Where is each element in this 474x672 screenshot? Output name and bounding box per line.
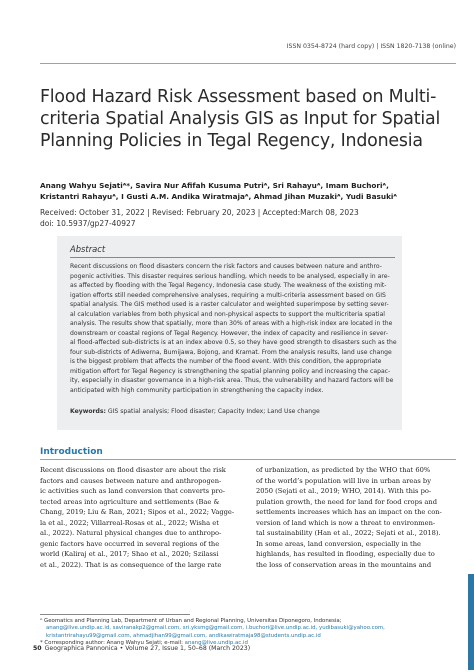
- keywords-label: Keywords:: [70, 408, 106, 415]
- body-line: al., 2022). Natural physical changes due to anthropo-: [40, 529, 222, 537]
- body-line: tected areas into agriculture and settlements (Bae &: [40, 497, 220, 506]
- abstract-line: igation efforts still needed comprehensive analyses, requiring a multi-criteria assessment based on GIS: [70, 291, 386, 299]
- authors-line: Anang Wahyu Sejatiᴬ*, Savira Nur Afifah Kusuma Putriᴬ, Sri Rahayuᴬ, Imam Buchoriᴬ,: [40, 181, 389, 190]
- title-line: Flood Hazard Risk Assessment based on Multi-: [40, 87, 437, 107]
- abstract-line: anticipated with high community participation in strengthening the capacity index.: [70, 386, 324, 394]
- abstract-line: downstream or coastal regions of Tegal Regency. However, the index of capacity and resilience in sever-: [70, 329, 388, 337]
- footnote-affiliation: ᴬ Geomatics and Planning Lab, Department of Urban and Regional Planning, Universitas Diponegoro, Indonesia;: [40, 618, 342, 624]
- footnote-emails[interactable]: anang@live.undip.ac.id, saviranakp2@gmail.com, sri.yksmg@gmail.com, i.buchori@live.undip.ac.id, yudibasuki@yahoo.com,: [46, 625, 385, 632]
- body-line: la et al., 2022; Villarreal-Rosas et al., 2022; Wisha et: [40, 518, 219, 527]
- keywords: [70, 408, 320, 415]
- body-column-right: [256, 465, 461, 570]
- footnotes: [40, 618, 385, 648]
- abstract-line: al flood-affected sub-districts is at an index above 0.5, so they have good strength to disasters such as the: [70, 339, 397, 346]
- footnote-divider: [40, 614, 190, 615]
- dates-line: Received: October 31, 2022 | Revised: February 20, 2023 | Accepted:March 08, 2023: [40, 208, 359, 217]
- body-line: settlements increases which has an impact on the con-: [256, 508, 442, 516]
- page-number: 50: [33, 645, 42, 652]
- body-line: of urbanization, as predicted by the WHO that 60%: [256, 466, 431, 474]
- body-line: the loss of conservation areas in the mountains and: [256, 560, 432, 569]
- abstract-body: [70, 262, 405, 395]
- abstract-line: mitigation effort for Tegal Regency is strengthening the spatial planning policy and increasing the capac-: [70, 367, 391, 375]
- abstract-line: analysis. The results show that spatially, more than 30% of areas with a high-risk index are located in the: [70, 320, 393, 327]
- authors-line: Kristantri Rahayuᴬ, I Gusti A.M. Andika Wiratmajaᴬ, Ahmad Jihan Muzakiᴬ, Yudi Basukiᴬ: [40, 192, 397, 201]
- body-column-left: [40, 465, 245, 570]
- journal-accent-bar: [468, 574, 474, 670]
- abstract-line: as affected by flooding with the Tegal Regency, Indonesia case study. The weakness of the existing mit-: [70, 282, 387, 289]
- doi[interactable]: doi: 10.5937/gp27-40927: [40, 219, 136, 228]
- issn-line: ISSN 0354-8724 (hard copy) | ISSN 1820-7138 (online): [286, 43, 456, 50]
- title-line: Planning Policies in Tegal Regency, Indonesia: [40, 131, 423, 151]
- abstract-line: is the biggest problem that affects the number of the flood event. With this condition, the appropriate: [70, 358, 382, 365]
- body-line: Chang, 2019; Liu & Ran, 2021; Sipos et al., 2022; Vagge-: [40, 508, 235, 516]
- keywords-text: GIS spatial analysis; Flood disaster; Capacity Index; Land Use change: [105, 408, 320, 415]
- body-line: version of land which is now a threat to environmen-: [256, 518, 436, 527]
- corresponding-label: * Corresponding author: Anang Wahyu Sejati; e-mail:: [40, 640, 185, 647]
- abstract-line: al calculation variables from both physical and non-physical aspects to support the multicriteria spatial: [70, 310, 386, 318]
- footnote-emails[interactable]: kristantrirahayu99@gmail.com, ahmadjihan99@gmail.com, andikawiratmaja98@students.undip.ac.id: [46, 632, 321, 639]
- corresponding-email[interactable]: anang@live.undip.ac.id: [184, 640, 248, 647]
- author-list: [40, 180, 460, 202]
- abstract-divider: [70, 257, 395, 258]
- article-title: [40, 86, 460, 152]
- body-line: world (Kaliraj et al., 2017; Shao et al., 2020; Szilassi: [40, 550, 219, 558]
- body-line: In some areas, land conversion, especially in the: [256, 539, 421, 548]
- journal-citation: Geographica Pannonica • Volume 27, Issue 1, 50–68 (March 2023): [44, 645, 251, 652]
- section-divider: [40, 459, 456, 460]
- body-line: factors and causes between nature and anthropogen-: [40, 476, 222, 485]
- body-line: pulation growth, the need for land for food crops and: [256, 497, 437, 506]
- body-line: Recent discussions on flood disaster are about the risk: [40, 466, 226, 474]
- abstract-line: pogenic activities. This disaster requires serious handling, which needs to be analysed, especially in are-: [70, 272, 390, 280]
- abstract-heading: Abstract: [70, 244, 106, 254]
- body-line: genic factors have occurred in several regions of the: [40, 539, 220, 548]
- body-line: tal sustainability (Han et al., 2022; Sejati et al., 2018).: [256, 529, 441, 537]
- submission-info: [40, 207, 359, 229]
- section-heading-introduction: Introduction: [40, 447, 103, 457]
- abstract-line: four sub-districts of Adiwerna, Bumijawa, Bojong, and Kramat. From the analysis results, land use change: [70, 348, 392, 356]
- page-footer: [33, 645, 250, 652]
- abstract-line: ity, especially in disaster governance in a high-risk area. Thus, the vulnerability and hazard factors will be: [70, 377, 394, 384]
- body-line: of the world’s population will live in urban areas by: [256, 476, 431, 485]
- abstract-line: spatial analysis. The GIS method used is a raster calculator and weighted superimpose by setting sever-: [70, 301, 389, 308]
- body-line: highlands, has resulted in flooding, especially due to: [256, 550, 435, 558]
- body-line: et al., 2022). That is as consequence of the large rate: [40, 560, 222, 569]
- title-line: criteria Spatial Analysis GIS as Input for Spatial: [40, 109, 441, 129]
- header-divider: [40, 63, 456, 64]
- abstract-line: Recent discussions on flood disasters concern the risk factors and causes between nature and anthro-: [70, 263, 382, 270]
- body-line: ic activities such as land conversion that converts pro-: [40, 487, 225, 495]
- body-line: 2050 (Sejati et al., 2019; WHO, 2014). With this po-: [256, 487, 432, 495]
